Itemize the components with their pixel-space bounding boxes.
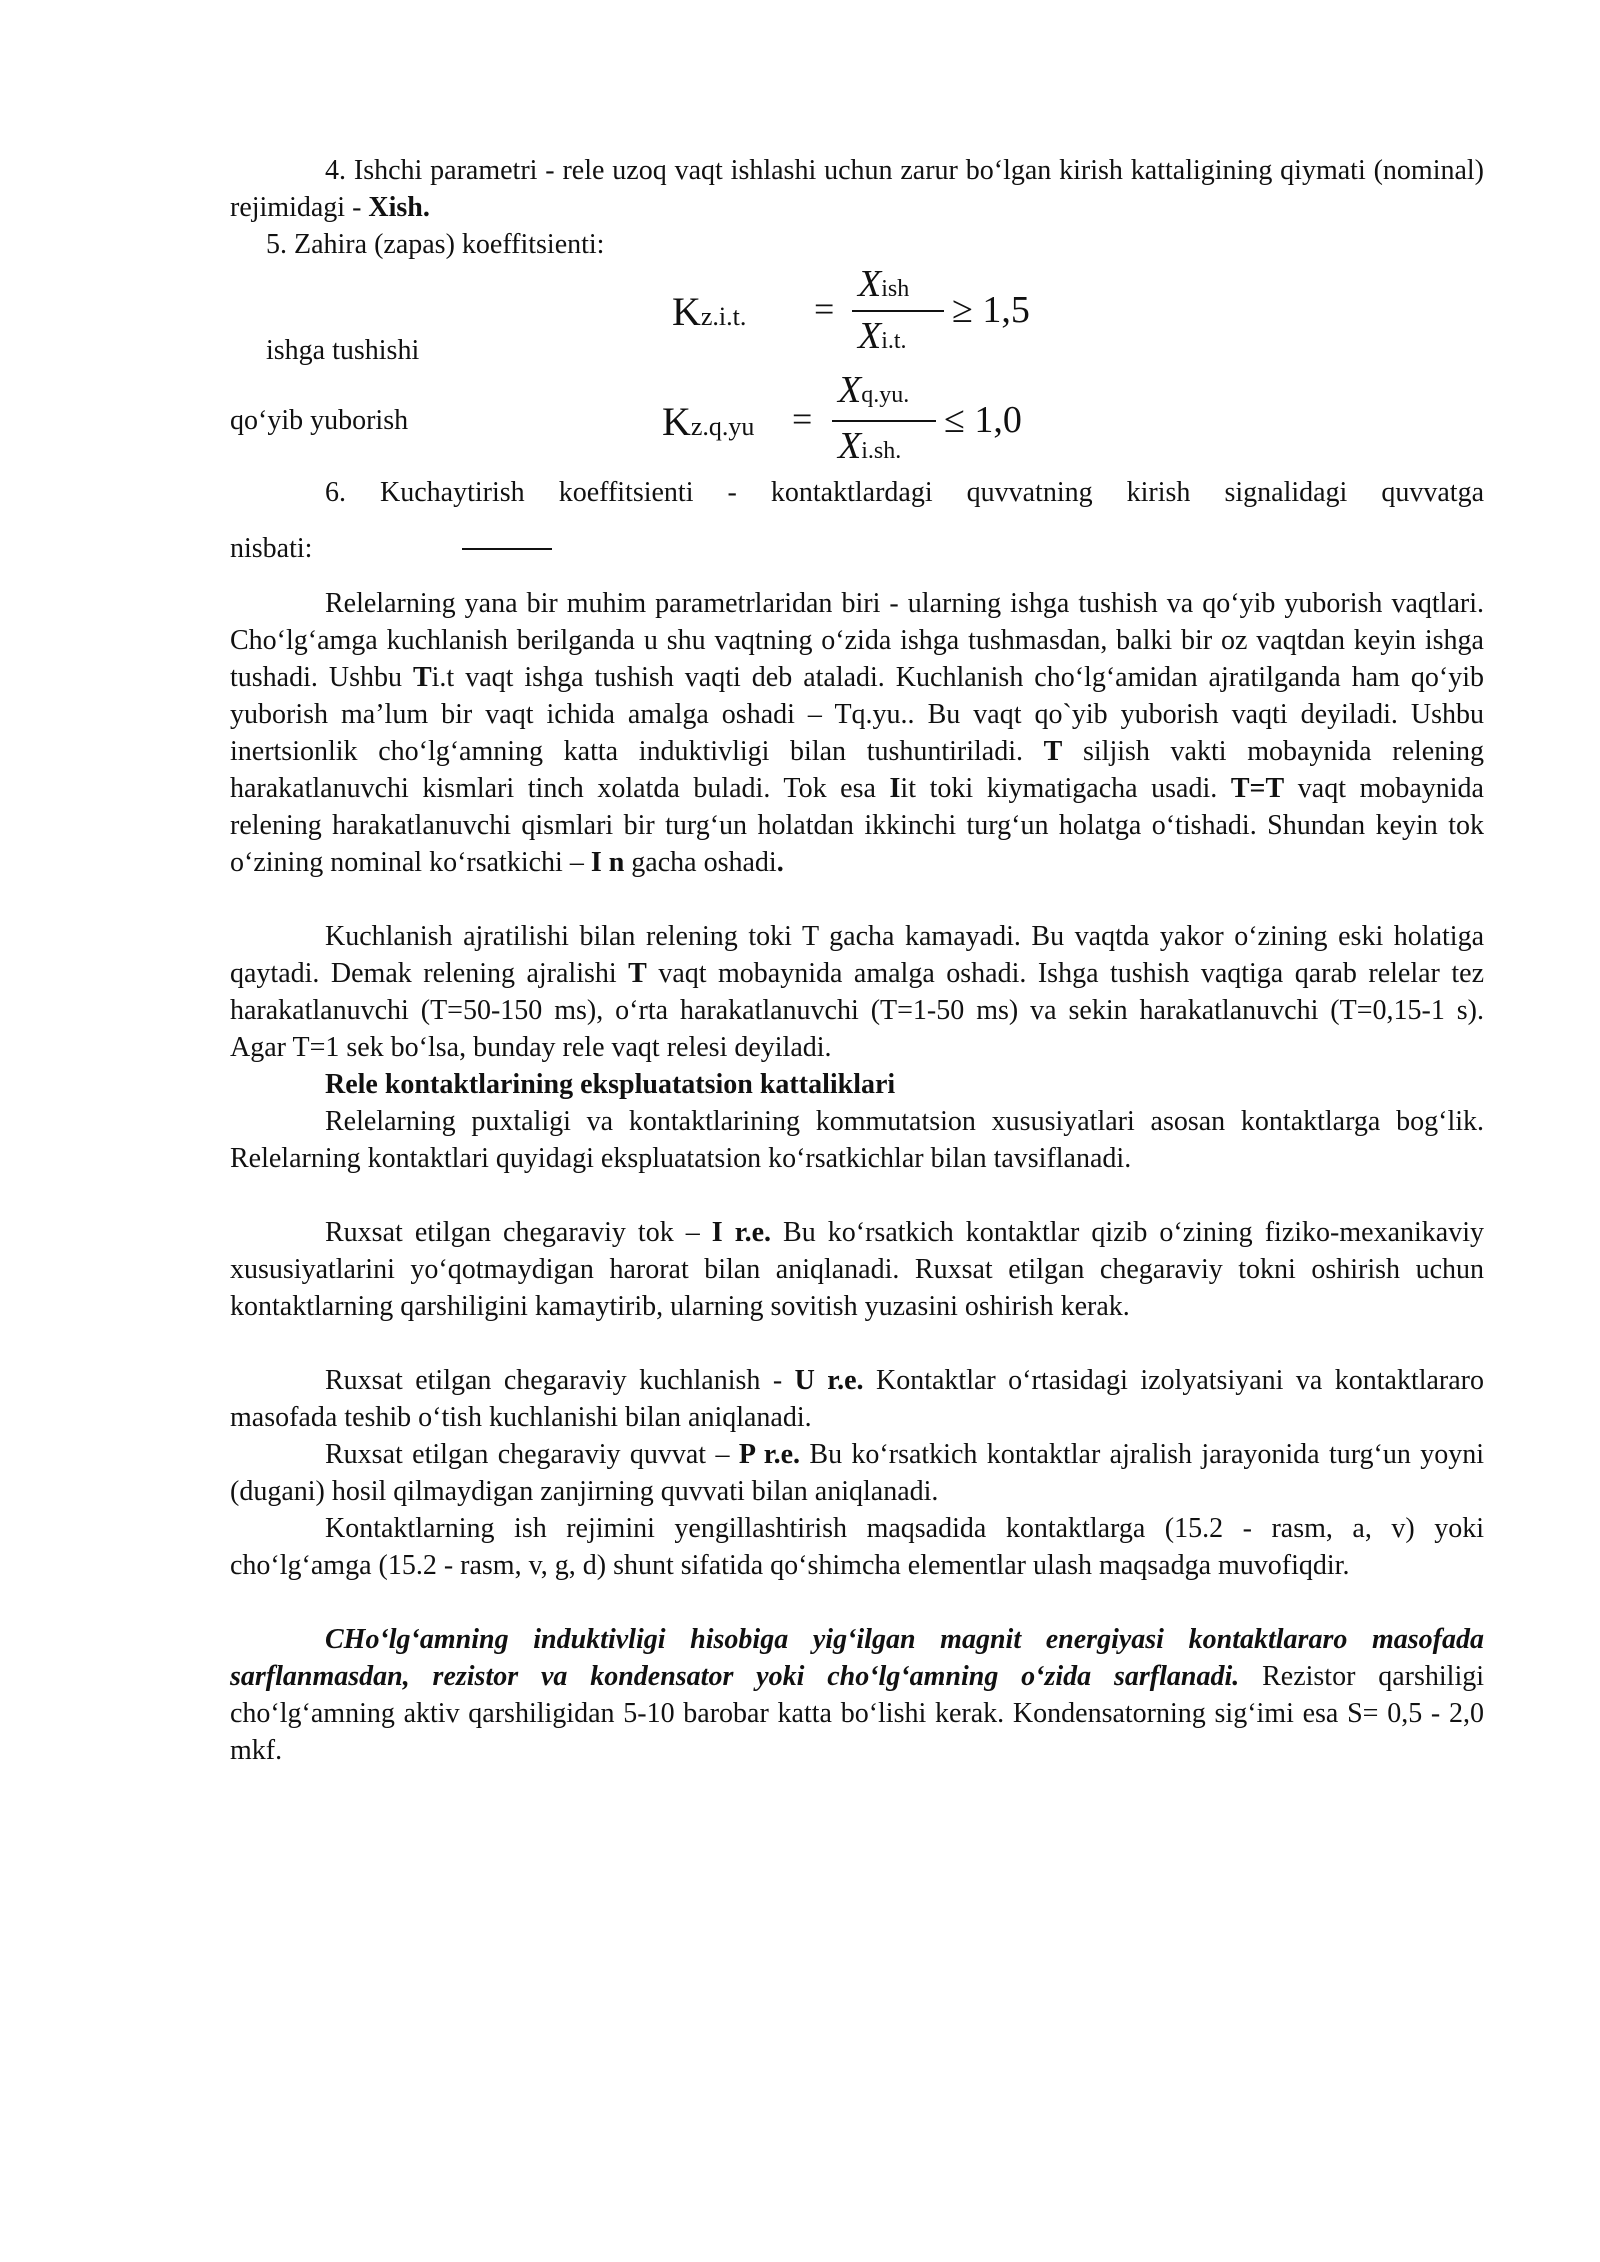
paragraph-chegaraviy-quvvat [230,1436,1484,1510]
text-run: Ruxsat etilgan chegaraviy quvvat – [325,1439,739,1470]
text-run: gacha oshadi [624,847,777,878]
k-subscript: z.i.t. [700,302,747,331]
bold-run: T [412,662,432,693]
text-run: Rezistor qarshiligi cho‘lg‘amning aktiv qarshiligidan 5-10 barobar katta bo‘lishi kerak. Kondensatorning sig‘imi esa S= 0,5 - 2,0 mkf. [230,1661,1485,1766]
formula-k-zqyu [662,368,1052,472]
den-x: X [858,315,882,357]
ratio-placeholder-line [462,548,552,550]
num-x: X [838,369,862,411]
text-run: Bu ko‘rsatkich kontaktlar qizib o‘zining fiziko-mexanikaviy xususiyatlarini yo‘qotmaydigan harorat bilan aniqlanadi. Ruxsat etilgan chegaraviy tokni oshirish uchun kontaktlarning qarshiligini kamaytirib, ularning sovitish yuzasini oshirish kerak. [230,1217,1484,1322]
text-run: vaqt mobaynida amalga oshadi. Ishga tushish vaqtiga qarab relelar tez harakatlanuvchi (T=50-150 ms), o‘rta harakatlanuvchi (T=1-50 ms) va sekin harakatlanuvchi (T=0,15-1 s). Agar T=1 sek bo‘lsa, bunday rele vaqt relesi deyiladi. [230,958,1484,1063]
numerator [838,368,909,412]
text-run: Ruxsat etilgan chegaraviy tok – [325,1217,712,1248]
formula-k-zit [672,262,1052,362]
paragraph-kuchaytirish-line2: nisbati: [230,533,313,564]
k-subscript: z.q.yu [690,412,755,441]
numerator [858,262,909,306]
bold-run: T [1043,736,1063,767]
formula-rhs: ≥ 1,5 [952,289,1030,331]
paragraph-chegaraviy-tok [230,1214,1484,1325]
den-x: X [838,425,862,467]
text-run: Relelarning yana bir muhim parametrlaridan biri - ularning ishga tushish va qo‘yib yuborish vaqtlari. Cho‘lg‘amga kuchlanish berilganda u shu vaqtning o‘zida ishga tushmasdan, balki bir oz vaqtdan keyin ishga tushadi. Ushbu [230,588,1484,693]
equals-sign: = [814,289,835,329]
bold-run: U r.e. [794,1365,864,1396]
paragraph-relelarning-vaqtlari [230,585,1484,881]
bold-run: T [628,958,647,989]
formula-k-symbol [662,398,754,445]
paragraph-chegaraviy-kuchlanish [230,1362,1484,1436]
text-run: it toki kiymatigacha usadi. [900,773,1231,804]
bold-run: I [889,773,901,804]
paragraph-puxtaligi: Relelarning puxtaligi va kontaktlarining kommutatsion xususiyatlari asosan kontaktlarga bog‘lik. Relelarning kontaktlari quyidagi ekspluatatsion ko‘rsatkichlar bilan tavsiflanadi. [230,1106,1484,1174]
num-sub: q.yu. [861,382,910,408]
bold-run: Xish. [368,192,430,223]
den-sub: i.sh. [861,438,902,464]
num-x: X [858,263,882,305]
den-sub: i.t. [881,328,907,354]
bold-run: . [776,847,784,878]
text-run: 4. Ishchi parametri - rele uzoq vaqt ishlashi uchun zarur bo‘lgan kirish kattaligining qiymati (nominal) rejimidagi - [230,155,1484,223]
num-sub: ish [881,276,910,302]
formula-label-ishga-tushishi: ishga tushishi [266,335,420,366]
fraction-bar [832,420,936,422]
text-run: Bu ko‘rsatkich kontaktlar ajralish jarayonida turg‘un yoyni (dugani) hosil qilmaydigan zanjirning quvvati bilan aniqlanadi. [230,1439,1485,1507]
equals-sign: = [792,399,813,439]
paragraph-ishchi-parametri [230,152,1484,226]
k-letter: K [662,399,691,444]
paragraph-zahira-koeffitsienti: 5. Zahira (zapas) koeffitsienti: [266,229,605,260]
bold-run: P r.e. [738,1439,801,1470]
bold-run: I n [590,847,625,878]
bold-run: T=T [1230,773,1285,804]
section-heading: Rele kontaktlarining ekspluatatsion kattaliklari [325,1069,896,1100]
denominator [838,424,901,468]
denominator [858,314,907,358]
paragraph-induktivlik [230,1621,1484,1769]
fraction-bar [852,310,944,312]
text-run: i.t vaqt ishga tushish vaqti deb ataladi. Kuchlanish cho‘lg‘amidan ajratilganda ham qo‘yib yuborish ma’lum bir vaqt ichida amalga oshadi – Tq.yu.. Bu vaqt qo`yib yuborish vaqti deyiladi. Ushbu inertsionlik cho‘lg‘amning katta induktivligi bilan tushuntiriladi. [230,662,1484,767]
formula-label-qoyib-yuborish: qo‘yib yuborish [230,405,409,436]
bold-italic-run: CHo‘lg‘amning induktivligi hisobiga yig‘ilgan magnit energiyasi kontaktlararo masofada sarflanmasdan, rezistor va kondensator yoki cho‘lg‘amning o‘zida sarflanadi. [230,1624,1484,1692]
paragraph-kontaktlarning-ish-rejimi: Kontaktlarning ish rejimini yengillashtirish maqsadida kontaktlarga (15.2 - rasm, a, v) yoki cho‘lg‘amga (15.2 - rasm, v, g, d) shunt sifatida qo‘shimcha elementlar ulash maqsadga muvofiqdir. [230,1513,1484,1581]
formula-k-symbol [672,288,746,335]
text-run: Kuchlanish ajratilishi bilan relening toki T gacha kamayadi. Bu vaqtda yakor o‘zining eski holatiga qaytadi. Demak relening ajralishi [230,921,1484,989]
paragraph-kuchlanish-ajratilishi [230,918,1484,1066]
text-run: vaqt mobaynida relening harakatlanuvchi qismlari bir turg‘un holatdan ikkinchi turg‘un holatga o‘tishadi. Shundan keyin tok o‘zining nominal ko‘rsatkichi – [230,773,1484,878]
text-run: siljish vakti mobaynida relening harakatlanuvchi kismlari tinch xolatda buladi. Tok esa [230,736,1484,804]
formula-rhs: ≤ 1,0 [944,399,1022,441]
paragraph-kuchaytirish-line1: 6. Kuchaytirish koeffitsienti - kontaktlardagi quvvatning kirish signalidagi quvvatga [325,477,1484,508]
text-run: Kontaktlar o‘rtasidagi izolyatsiyani va kontaktlararo masofada teshib o‘tish kuchlanishi bilan aniqlanadi. [230,1365,1484,1433]
text-run: Ruxsat etilgan chegaraviy kuchlanish - [325,1365,795,1396]
k-letter: K [672,289,701,334]
bold-run: I r.e. [711,1217,772,1248]
